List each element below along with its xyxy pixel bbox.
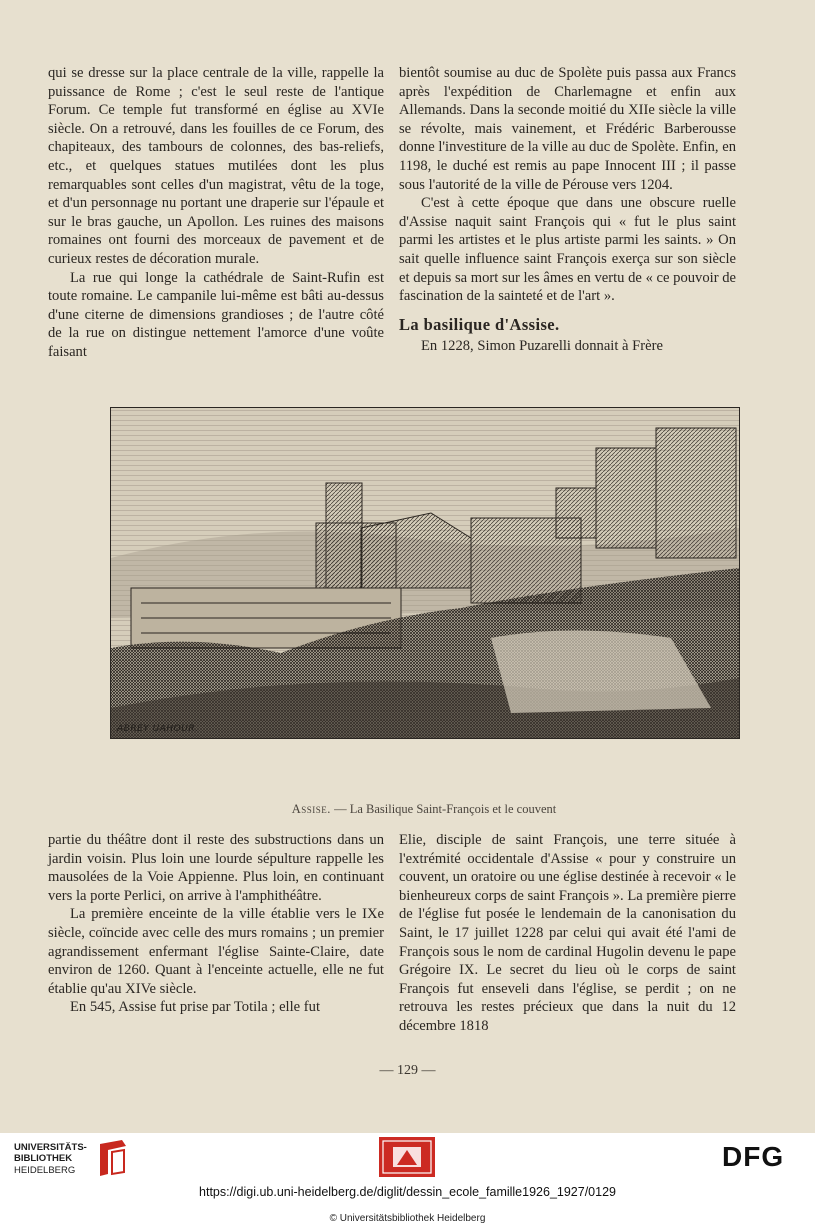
- engraver-signature: ABREY UAHOUR.: [117, 724, 199, 734]
- paragraph: La première enceinte de la ville établie vers le IXe siècle, coïncide avec celle des murs romains ; un premier agrandissement enfermant l'église Sainte-Claire, date environ de 1260. Quant à l'enceinte actuelle, elle ne fut établie qu'au XIVe siècle.: [48, 906, 384, 997]
- viewer-footer: [0, 1133, 815, 1231]
- paragraph: qui se dresse sur la place centrale de la ville, rappelle la puissance de Rome ; c'est le seul reste de l'antique Forum. Ce temple fut transformé en église au XVIe siècle. On a retrouvé, dans les fouilles de ce Forum, des chapiteaux, des tambours de colonnes, des bas-reliefs, etc., et quelques statues mutilées dont les plus remarquables sont celles d'un magistrat, vêtu de la toge, et d'un personnage nu portant une draperie sur l'épaule et sur le bras gauche, un Apollon. Les ruines des maisons romaines ont fourni des morceaux de pavement et de curieux restes de décoration murale.: [48, 65, 384, 267]
- library-name: [14, 1142, 87, 1164]
- paragraph: partie du théâtre dont il reste des substructions dans un jardin voisin. Plus loin une lourde sépulture rappelle les mausolées de la Voie Appienne. Plus loin, en continuant vers la porte Perlici, on arrive à l'amphithéâtre.: [48, 832, 384, 904]
- paragraph: Elie, disciple de saint François, une terre située à l'extrémité occidentale d'Assise « pour y construire un couvent, un oratoire ou une église destinée à recevoir « le bienheureux corps de saint François ». La première pierre de l'église fut posée le lendemain de la canonisation du Saint, le 17 juillet 1228 par celui qui avait été l'ami de François sous le nom de cardinal Hugolin devenu le pape Grégoire IX. Le secret du lieu où le corps de saint François fut enseveli dans l'église, se perdit ; on ne retrouva les restes précieux que dans la nuit du 12 décembre 1818: [399, 832, 736, 1034]
- section-heading: La basilique d'Assise.: [399, 314, 560, 334]
- engraving-illustration: [110, 407, 740, 739]
- top-left-column: [48, 64, 384, 362]
- bottom-left-column: [48, 831, 384, 1017]
- dfg-logo[interactable]: DFG: [722, 1141, 785, 1172]
- permalink-url[interactable]: https://digi.ub.uni-heidelberg.de/diglit/dessin_ecole_famille1926_1927/0129: [199, 1185, 616, 1199]
- copyright-notice: © Universitätsbibliothek Heidelberg: [329, 1213, 486, 1224]
- paragraph: La rue qui longe la cathédrale de Saint-Rufin est toute romaine. Le campanile lui-même est bâti au-dessus d'une citerne de dimensions grandioses ; de l'autre côté de la rue on distingue nettement l'amorce d'une voûte faisant: [48, 269, 384, 360]
- paragraph: En 1228, Simon Puzarelli donnait à Frère: [421, 338, 663, 355]
- paragraph: bientôt soumise au duc de Spolète puis passa aux Francs après l'expédition de Charlemagne et enfin aux Allemands. Dans la seconde moitié du XIIe siècle la ville se révolte, mais vainement, et Frédéric Barberousse donne l'investiture de la ville au duc de Spolète. Enfin, en 1198, le duché est remis au pape Innocent III ; il passe sous l'autorité de la ville de Pérouse vers 1204.: [399, 65, 736, 193]
- library-name-line: UNIVERSITÄTS-: [14, 1142, 87, 1153]
- bottom-right-column: [399, 831, 736, 1036]
- top-right-column: [399, 64, 736, 356]
- paragraph: C'est à cette époque que dans une obscure ruelle d'Assise naquit saint François qui « fut le plus saint parmi les artistes et le plus artiste parmi les saints. » On sait quelle influence saint François exerça sur son siècle et depuis sa mort sur les âmes en vertu de « ce pouvoir de fascination de la sainteté et de l'art ».: [399, 195, 736, 305]
- heidelberg-seal-icon[interactable]: [379, 1137, 435, 1177]
- seal-graphic: [379, 1137, 435, 1177]
- library-name-line: BIBLIOTHEK: [14, 1153, 73, 1164]
- page-number: — 129 —: [379, 1063, 436, 1078]
- caption-text: — La Basilique Saint-François et le couvent: [330, 802, 557, 816]
- ub-emblem-icon: [96, 1138, 130, 1178]
- library-logo[interactable]: [14, 1138, 134, 1178]
- caption-place: Assise.: [291, 802, 331, 816]
- basilica-engraving-image: [111, 408, 739, 738]
- paragraph: En 545, Assise fut prise par Totila ; elle fut: [70, 999, 321, 1016]
- library-city: HEIDELBERG: [14, 1165, 76, 1176]
- illustration-caption: [110, 802, 738, 817]
